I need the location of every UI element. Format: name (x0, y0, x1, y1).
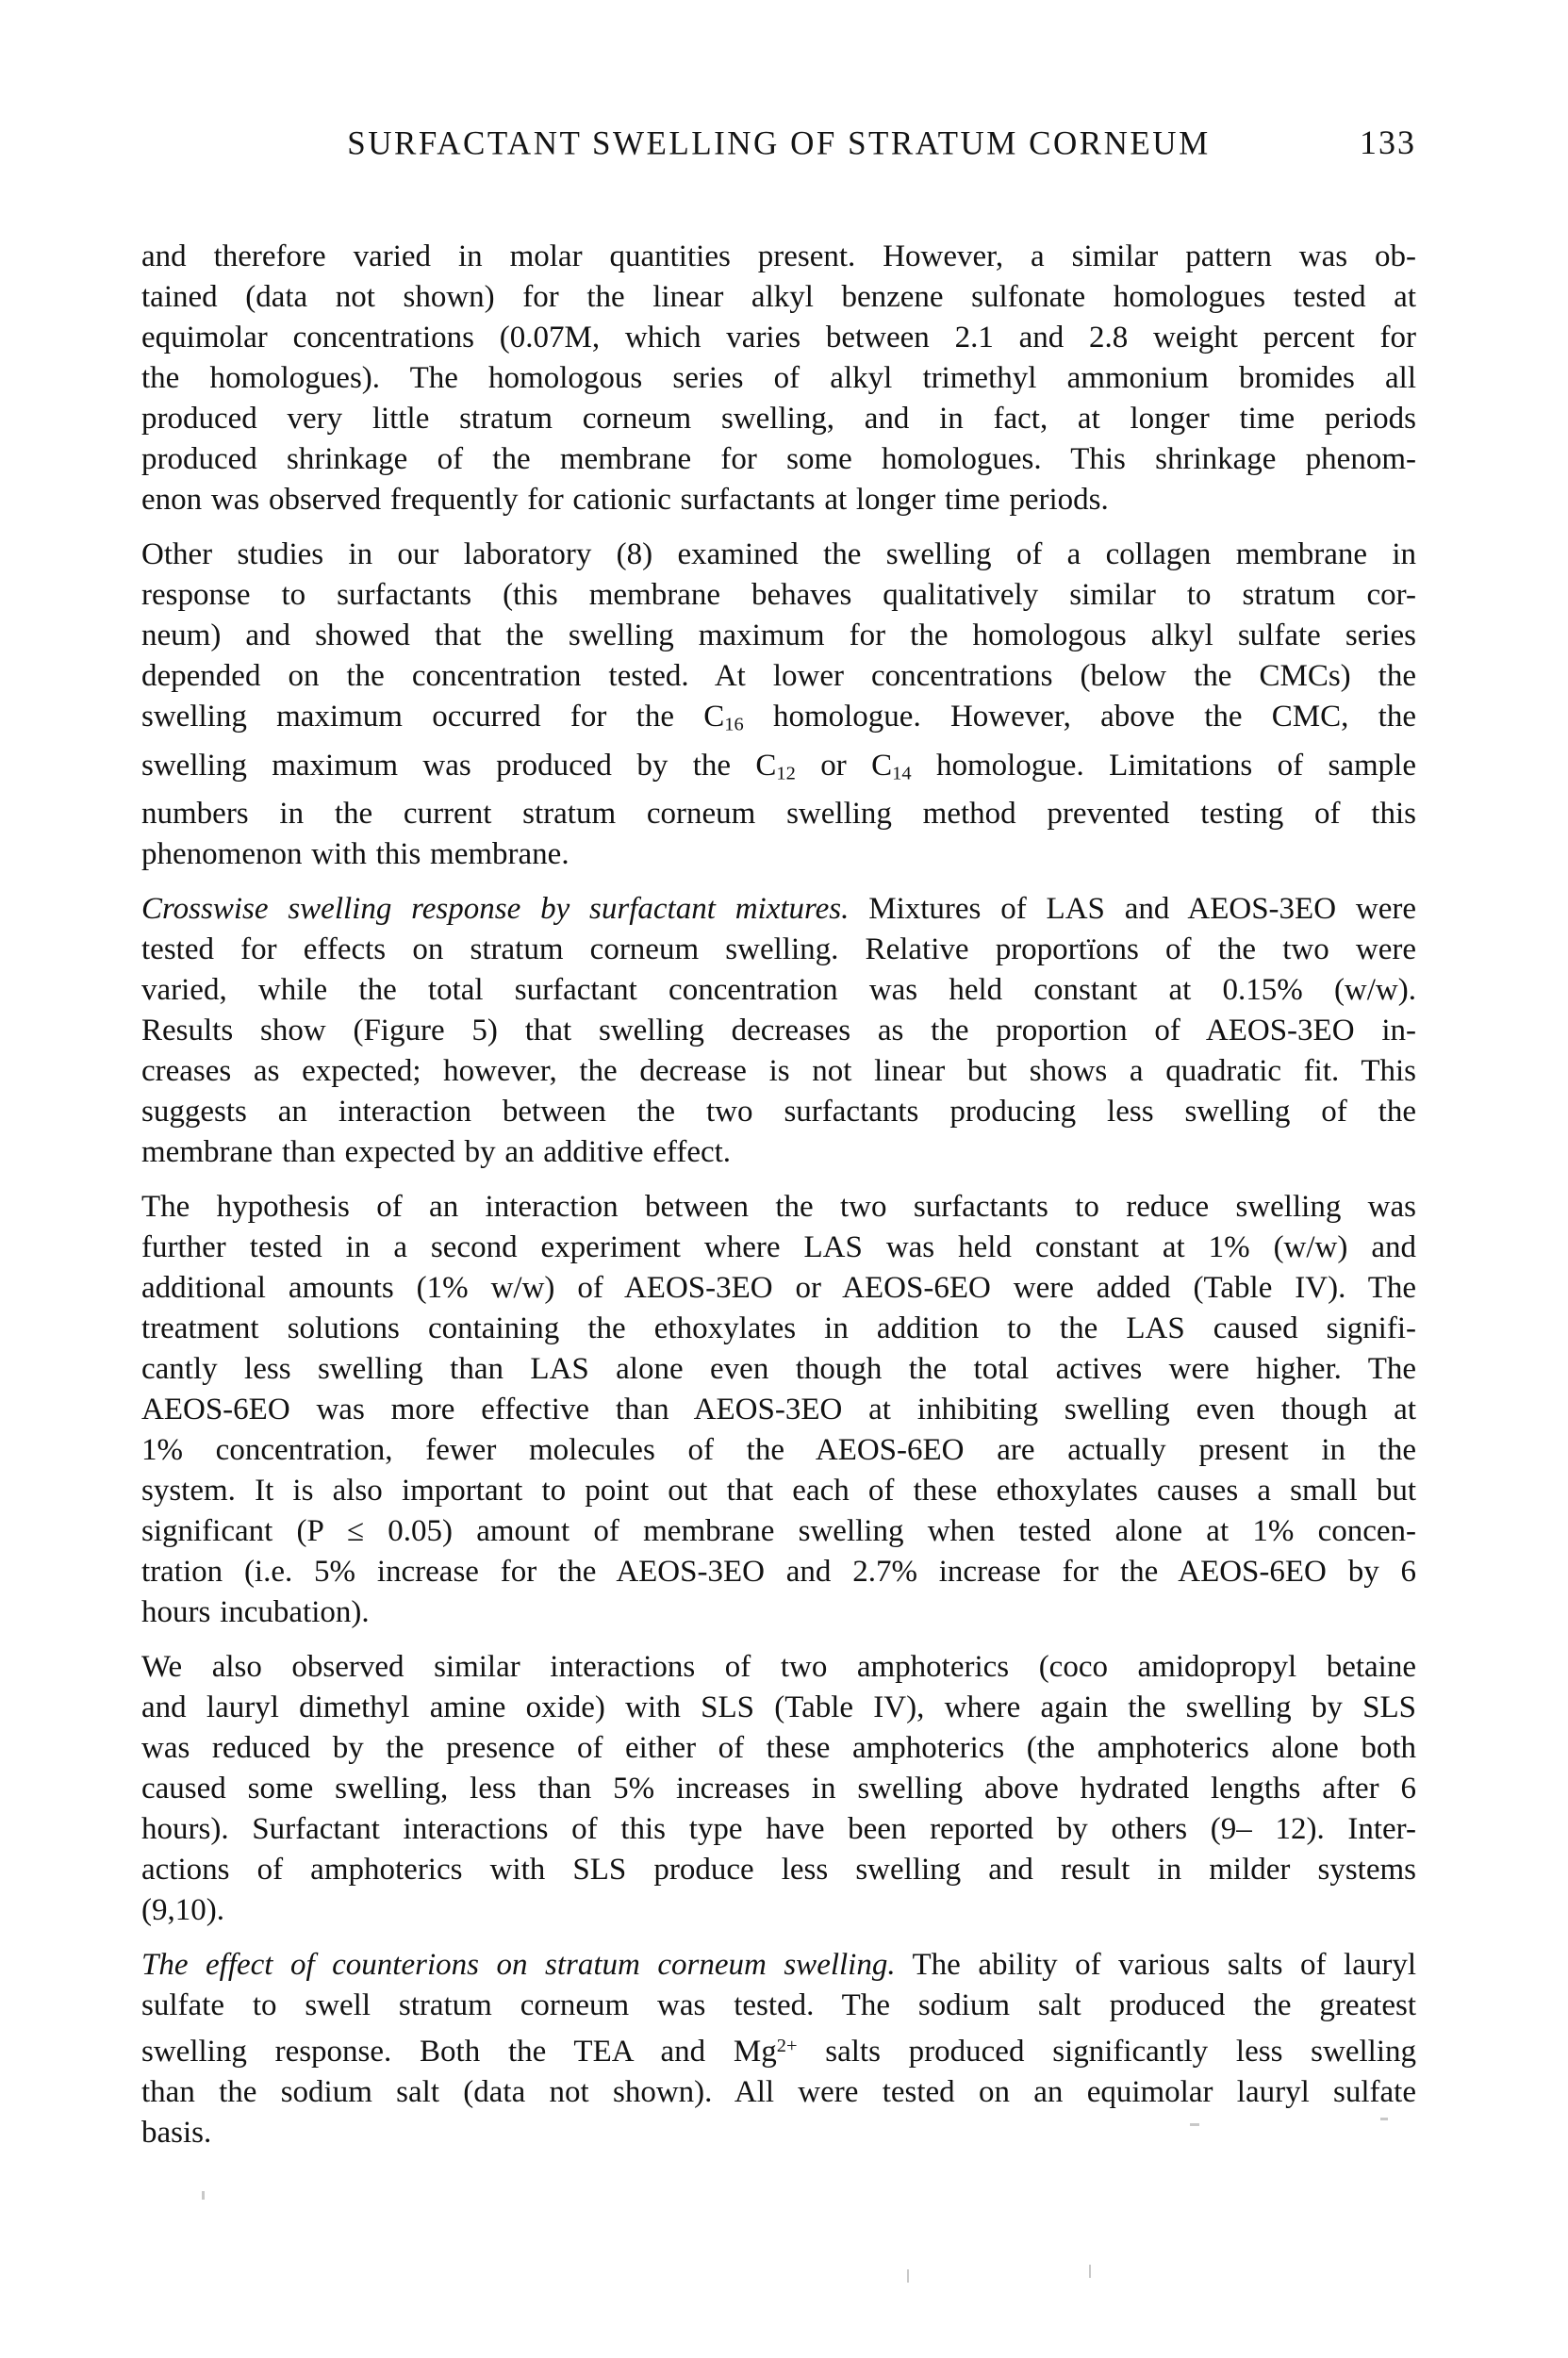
text-line (141, 480, 1416, 520)
scan-speck (202, 2191, 205, 2200)
text-line (141, 794, 1416, 834)
text-segment: Results show (Figure 5) that swelling decreases as the proportion of AEOS-3EO in- (141, 1014, 1416, 1047)
text-segment: (9,10). (141, 1893, 224, 1927)
text-line (141, 889, 1416, 930)
text-segment: hours). Surfactant interactions of this type have been reported by others (9– 12). Inter- (141, 1812, 1416, 1846)
text-line (141, 575, 1416, 616)
paragraph-5 (141, 1647, 1416, 1931)
text-line (141, 1986, 1416, 2026)
text-line (141, 834, 1416, 875)
paragraph-1 (141, 237, 1416, 520)
text-segment: produced shrinkage of the membrane for some homologues. This shrinkage phenom- (141, 442, 1416, 476)
text-segment: additional amounts (1% w/w) of AEOS-3EO or AEOS-6EO were added (Table IV). The (141, 1271, 1416, 1305)
text-segment: tested for effects on stratum corneum swelling. Relative proportïons of the two were (141, 932, 1416, 966)
text-segment: system. It is also important to point out that each of these ethoxylates causes a small but (141, 1474, 1416, 1508)
text-line (141, 970, 1416, 1011)
text-line (141, 1092, 1416, 1132)
text-line (141, 1011, 1416, 1051)
text-line (141, 1187, 1416, 1228)
running-head-title: SURFACTANT SWELLING OF STRATUM CORNEUM (347, 124, 1211, 162)
text-line (141, 1647, 1416, 1688)
text-segment: numbers in the current stratum corneum swelling method prevented testing of this (141, 797, 1416, 831)
text-line (141, 1471, 1416, 1511)
paragraph-4 (141, 1187, 1416, 1633)
text-segment: phenomenon with this membrane. (141, 837, 569, 871)
text-segment: We also observed similar interactions of two amphoterics (coco amidopropyl betaine (141, 1650, 1416, 1684)
text-segment-italic: The effect of counterions on stratum corneum swelling. (141, 1948, 896, 1982)
text-segment: neum) and showed that the swelling maximum for the homologous alkyl sulfate series (141, 618, 1416, 652)
text-segment: homologue. However, above the CMC, the (743, 700, 1416, 734)
text-segment-sub: 12 (776, 763, 796, 783)
text-segment: or C (795, 748, 893, 783)
text-line (141, 439, 1416, 480)
text-segment: cantly less swelling than LAS alone even though the total actives were higher. The (141, 1352, 1416, 1386)
scan-speck (1089, 2265, 1091, 2278)
paragraph-6 (141, 1945, 1416, 2153)
paragraph-2 (141, 535, 1416, 875)
text-segment: enon was observed frequently for cationic surfactants at longer time periods. (141, 483, 1109, 517)
text-segment: and therefore varied in molar quantities present. However, a similar pattern was ob- (141, 239, 1416, 273)
text-segment: than the sodium salt (data not shown). All were tested on an equimolar lauryl sulfate (141, 2075, 1416, 2110)
text-segment-italic: Crosswise swelling response by surfactant mixtures. (141, 892, 850, 926)
text-line (141, 656, 1416, 697)
text-segment: was reduced by the presence of either of these amphoterics (the amphoterics alone both (141, 1731, 1416, 1765)
text-line (141, 746, 1416, 795)
text-segment: swelling maximum was produced by the C (141, 748, 777, 783)
text-line (141, 697, 1416, 746)
text-line (141, 1728, 1416, 1769)
text-line (141, 2113, 1416, 2153)
text-line (141, 1890, 1416, 1931)
text-line (141, 1051, 1416, 1092)
text-segment: The hypothesis of an interaction between the two surfactants to reduce swelling was (141, 1190, 1416, 1224)
text-segment: treatment solutions containing the ethoxylates in addition to the LAS caused signifi- (141, 1311, 1416, 1345)
text-segment: swelling response. Both the TEA and Mg (141, 2035, 777, 2069)
text-line (141, 1268, 1416, 1309)
text-segment: significant (P ≤ 0.05) amount of membrane swelling when tested alone at 1% concen- (141, 1514, 1416, 1548)
text-segment-sub: 14 (892, 763, 912, 783)
text-segment: actions of amphoterics with SLS produce less swelling and result in milder systems (141, 1853, 1416, 1887)
text-line (141, 535, 1416, 575)
text-line (141, 318, 1416, 358)
text-segment: produced very little stratum corneum swelling, and in fact, at longer time periods (141, 402, 1416, 436)
text-segment: creases as expected; however, the decrease is not linear but shows a quadratic fit. This (141, 1054, 1416, 1088)
text-line (141, 2026, 1416, 2072)
text-segment: swelling maximum occurred for the C (141, 700, 725, 734)
text-segment: AEOS-6EO was more effective than AEOS-3EO at inhibiting swelling even though at (141, 1393, 1416, 1426)
text-segment: the homologues). The homologous series of alkyl trimethyl ammonium bromides all (141, 361, 1416, 395)
text-line (141, 237, 1416, 277)
text-line (141, 1228, 1416, 1268)
text-segment: homologue. Limitations of sample (911, 748, 1416, 783)
text-line (141, 1945, 1416, 1986)
text-segment: suggests an interaction between the two surfactants producing less swelling of the (141, 1095, 1416, 1129)
text-segment: and lauryl dimethyl amine oxide) with SLS (Table IV), where again the swelling by SLS (141, 1690, 1416, 1724)
text-line (141, 1809, 1416, 1850)
text-segment: hours incubation). (141, 1595, 370, 1629)
text-segment: The ability of various salts of lauryl (895, 1948, 1416, 1982)
page-body (141, 237, 1416, 2153)
text-segment: 1% concentration, fewer molecules of the AEOS-6EO are actually present in the (141, 1433, 1416, 1467)
scan-speck (1190, 2123, 1199, 2126)
text-segment: membrane than expected by an additive effect. (141, 1135, 732, 1169)
text-line (141, 277, 1416, 318)
text-segment: varied, while the total surfactant concentration was held constant at 0.15% (w/w). (141, 973, 1416, 1007)
text-segment-sup: 2+ (776, 2036, 798, 2056)
text-segment: further tested in a second experiment where LAS was held constant at 1% (w/w) and (141, 1230, 1416, 1264)
text-segment: basis. (141, 2116, 212, 2151)
text-line (141, 1688, 1416, 1728)
text-line (141, 1309, 1416, 1349)
text-segment: sulfate to swell stratum corneum was tested. The sodium salt produced the greatest (141, 1988, 1416, 2022)
paragraph-3 (141, 889, 1416, 1173)
text-line (141, 616, 1416, 656)
text-line (141, 1552, 1416, 1592)
text-segment: Other studies in our laboratory (8) examined the swelling of a collagen membrane in (141, 537, 1416, 571)
text-line (141, 930, 1416, 970)
text-segment: tained (data not shown) for the linear alkyl benzene sulfonate homologues tested at (141, 280, 1416, 314)
text-line (141, 399, 1416, 439)
text-line (141, 2072, 1416, 2113)
text-line (141, 1511, 1416, 1552)
scan-speck (1380, 2118, 1388, 2120)
text-segment: caused some swelling, less than 5% increases in swelling above hydrated lengths after 6 (141, 1772, 1416, 1806)
text-segment: depended on the concentration tested. At lower concentrations (below the CMCs) the (141, 659, 1416, 693)
scan-speck (907, 2269, 909, 2283)
running-header (141, 124, 1416, 166)
text-line (141, 1390, 1416, 1430)
text-line (141, 1430, 1416, 1471)
text-line (141, 1769, 1416, 1809)
text-line (141, 1592, 1416, 1633)
text-segment: equimolar concentrations (0.07M, which varies between 2.1 and 2.8 weight percent for (141, 321, 1416, 355)
text-segment: response to surfactants (this membrane behaves qualitatively similar to stratum cor- (141, 578, 1416, 612)
text-line (141, 1132, 1416, 1173)
text-segment-sub: 16 (724, 714, 744, 735)
text-line (141, 1850, 1416, 1890)
text-segment: salts produced significantly less swelling (797, 2035, 1416, 2069)
page-number: 133 (1360, 124, 1416, 161)
text-segment: Mixtures of LAS and AEOS-3EO were (849, 892, 1416, 926)
text-line (141, 358, 1416, 399)
text-segment: tration (i.e. 5% increase for the AEOS-3EO and 2.7% increase for the AEOS-6EO by 6 (141, 1555, 1416, 1589)
text-line (141, 1349, 1416, 1390)
